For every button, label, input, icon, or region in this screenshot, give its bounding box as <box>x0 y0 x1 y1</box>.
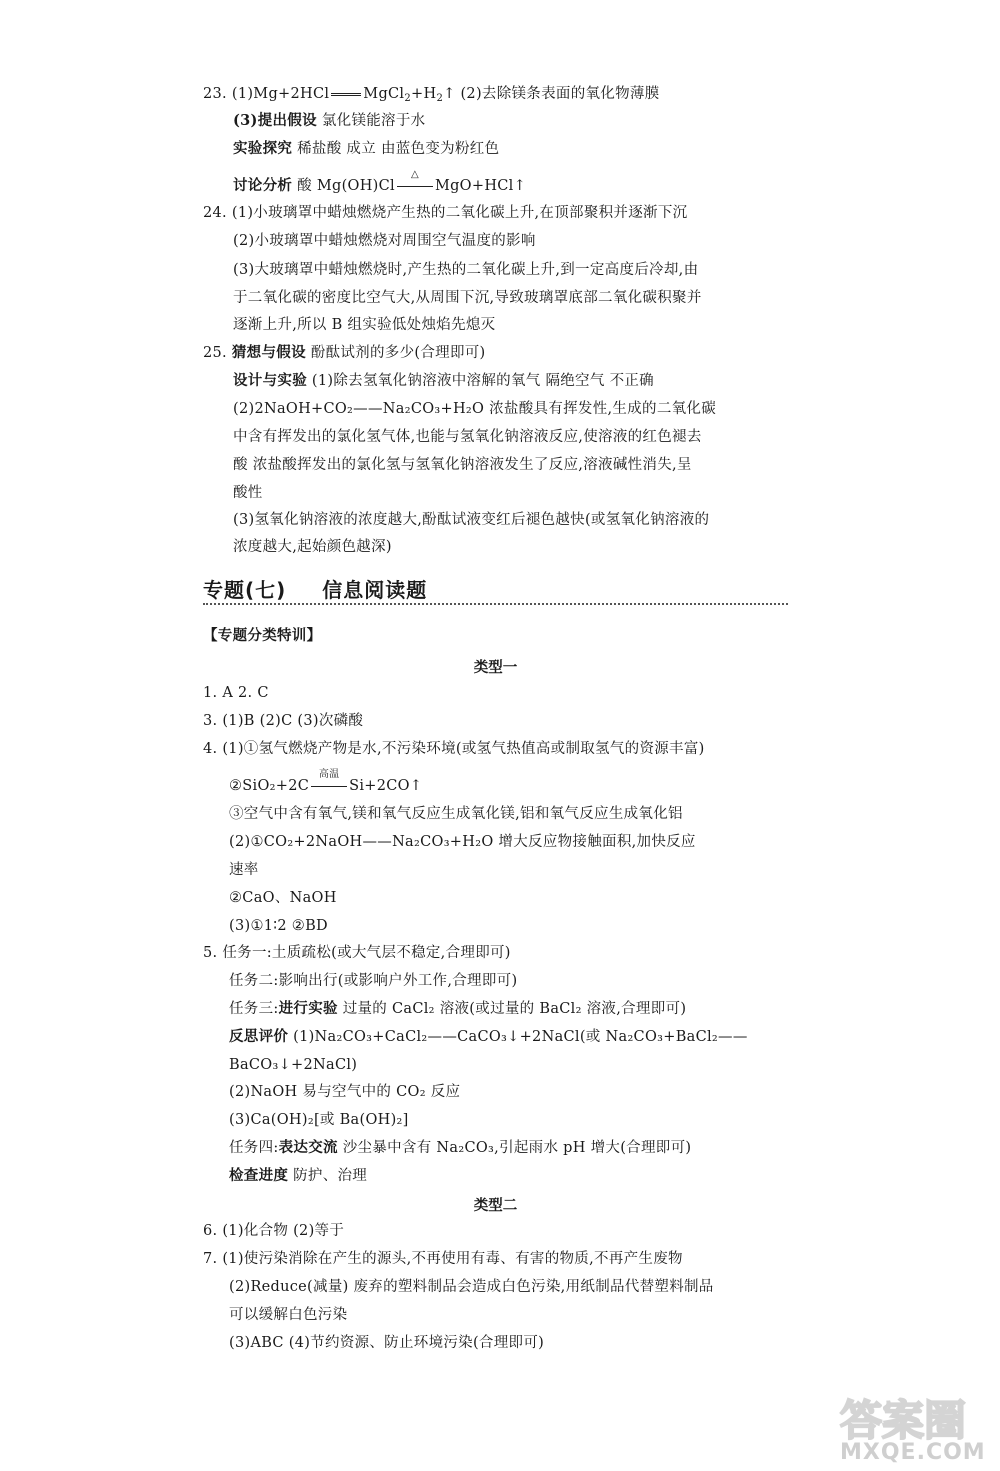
section-divider <box>203 603 788 605</box>
watermark-logo-text: 答案圈 <box>840 1396 967 1445</box>
heat-condition <box>395 169 435 196</box>
answer-4-line-3: ③空气中含有氧气,镁和氧气反应生成氧化镁,铝和氧气反应生成氧化铝 <box>229 806 683 822</box>
answer-7-line-2: (2)Reduce(减量) 废弃的塑料制品会造成白色污染,用纸制品代替塑料制品 <box>229 1279 714 1295</box>
q25-line-8: 浓度越大,起始颜色越深) <box>233 539 392 555</box>
section-title <box>203 574 427 603</box>
label-hypothesis: (3)提出假设 <box>233 112 317 129</box>
answer-5-line-7: (3)Ca(OH)₂[或 Ba(OH)₂] <box>229 1112 409 1128</box>
task-3-label: 任务三: <box>229 1001 279 1017</box>
q25-line-3: (2)2NaOH+CO₂——Na₂CO₃+H₂O 浓盐酸具有挥发性,生成的二氧化碳 <box>233 401 717 417</box>
q23-line-1: 23. (1)Mg+2HCl $MgCl_2+H_2↑$ (2)去除镁条表面的氧化物薄膜 <box>203 86 660 104</box>
answer-5-line-9 <box>229 1166 367 1186</box>
answer-5-line-4 <box>229 1027 748 1047</box>
answer-5-line-8 <box>229 1138 691 1158</box>
q25-line-1 <box>203 343 486 363</box>
high-temp-condition <box>309 769 349 796</box>
q23-formula: MgCl <box>363 86 405 102</box>
task-3-answer: 过量的 CaCl₂ 溶液(或过量的 BaCl₂ 溶液,合理即可) <box>337 1001 687 1017</box>
label-conduct-experiment: 进行实验 <box>278 1000 338 1017</box>
answer-7-line-1: 7. (1)使污染消除在产生的源头,不再使用有毒、有害的物质,不再产生废物 <box>203 1251 683 1267</box>
answer-5-line-3 <box>229 999 686 1019</box>
answer-4-line-1: 4. (1)①氢气燃烧产物是水,不污染环境(或氢气热值高或制取氢气的资源丰富) <box>203 741 705 757</box>
answer-4-line-5: 速率 <box>229 862 259 878</box>
q25-number: 25. <box>203 345 232 361</box>
q25-line-2 <box>233 371 654 391</box>
watermark-url: MXQE.COM <box>840 1440 986 1465</box>
q25-guess: 酚酞试剂的多少(合理即可) <box>305 345 486 361</box>
q23-formula-b: +H <box>411 86 437 102</box>
type-2-heading: 类型二 <box>473 1197 518 1214</box>
label-check-progress: 检查进度 <box>229 1167 289 1184</box>
task-4-label: 任务四: <box>229 1140 279 1156</box>
answer-5-line-1: 5. 任务一:土质疏松(或大气层不稳定,合理即可) <box>203 945 511 961</box>
q23-experiment: 稀盐酸 成立 由蓝色变为粉红色 <box>297 141 500 157</box>
section-name: 信息阅读题 <box>322 578 428 602</box>
section-number: 专题(七) <box>203 578 287 602</box>
section-subtitle: 【专题分类特训】 <box>203 627 322 644</box>
q25-design: (1)除去氢氧化钠溶液中溶解的氧气 隔绝空气 不正确 <box>307 373 654 389</box>
answer-4-line-7: (3)①1∶2 ②BD <box>229 918 328 934</box>
answer-7-line-3: 可以缓解白色污染 <box>229 1307 348 1323</box>
silica-reactants: ②SiO₂+2C <box>229 778 310 794</box>
q23-discussion: 酸 Mg(OH)Cl <box>297 178 395 194</box>
high-temp-label: 高温 <box>318 769 340 780</box>
q23-line-3 <box>233 139 499 159</box>
label-design: 设计与实验 <box>233 372 307 389</box>
answer-3: 3. (1)B (2)C (3)次磷酸 <box>203 713 364 729</box>
answer-5-line-2: 任务二:影响出行(或影响户外工作,合理即可) <box>229 973 518 989</box>
q25-line-4: 中含有挥发出的氯化氢气体,也能与氢氧化钠溶液反应,使溶液的红色褪去 <box>233 429 702 445</box>
q24-line-5: 逐渐上升,所以 B 组实验低处烛焰先熄灭 <box>233 317 496 333</box>
answer-7-line-4: (3)ABC (4)节约资源、防止环境污染(合理即可) <box>229 1335 545 1351</box>
q23-hypothesis: 氯化镁能溶于水 <box>321 113 426 129</box>
q23-line-2 <box>233 111 425 131</box>
q23-text: 23. (1)Mg+2HCl <box>203 86 330 102</box>
type-1-heading: 类型一 <box>473 659 518 676</box>
label-discussion: 讨论分析 <box>233 177 293 194</box>
equals-sign <box>331 93 361 96</box>
q25-line-5: 酸 浓盐酸挥发出的氯化氢与氢氧化钠溶液发生了反应,溶液碱性消失,呈 <box>233 457 692 473</box>
reflection-answer: (1)Na₂CO₃+CaCl₂——CaCO₃↓+2NaCl(或 Na₂CO₃+BaCl₂—— <box>288 1029 748 1045</box>
answer-4-line-6: ②CaO、NaOH <box>229 890 337 906</box>
label-experiment: 实验探究 <box>233 140 293 157</box>
label-guess: 猜想与假设 <box>231 344 306 361</box>
label-communication: 表达交流 <box>278 1139 338 1156</box>
q23-line-4 <box>233 169 527 196</box>
check-progress-answer: 防护、治理 <box>288 1168 368 1184</box>
silica-products: Si+2CO↑ <box>349 778 423 794</box>
q23-products: MgO+HCl↑ <box>434 178 527 194</box>
q24-line-4: 于二氧化碳的密度比空气大,从周围下沉,导致玻璃罩底部二氧化碳积聚并 <box>233 290 702 306</box>
label-reflection: 反思评价 <box>229 1028 289 1045</box>
answer-5-line-5: BaCO₃↓+2NaCl) <box>229 1057 358 1073</box>
task-4-answer: 沙尘暴中含有 Na₂CO₃,引起雨水 pH 增大(合理即可) <box>337 1140 692 1156</box>
answer-5-line-6: (2)NaOH 易与空气中的 CO₂ 反应 <box>229 1084 461 1100</box>
q24-line-1: 24. (1)小玻璃罩中蜡烛燃烧产生热的二氧化碳上升,在顶部聚积并逐渐下沉 <box>203 205 688 221</box>
answer-6: 6. (1)化合物 (2)等于 <box>203 1223 345 1239</box>
answer-4-line-4: (2)①CO₂+2NaOH——Na₂CO₃+H₂O 增大反应物接触面积,加快反应 <box>229 834 696 850</box>
answer-4-line-2 <box>229 769 423 796</box>
q25-line-7: (3)氢氧化钠溶液的浓度越大,酚酞试液变红后褪色越快(或氢氧化钠溶液的 <box>233 512 710 528</box>
answer-1-2: 1. A 2. C <box>203 685 269 701</box>
q23-answer-2: ↑ (2)去除镁条表面的氧化物薄膜 <box>443 86 660 102</box>
q25-line-6: 酸性 <box>233 485 263 501</box>
heat-symbol: △ <box>410 169 419 180</box>
q24-line-3: (3)大玻璃罩中蜡烛燃烧时,产生热的二氧化碳上升,到一定高度后冷却,由 <box>233 262 699 278</box>
q24-line-2: (2)小玻璃罩中蜡烛燃烧对周围空气温度的影响 <box>233 233 536 249</box>
